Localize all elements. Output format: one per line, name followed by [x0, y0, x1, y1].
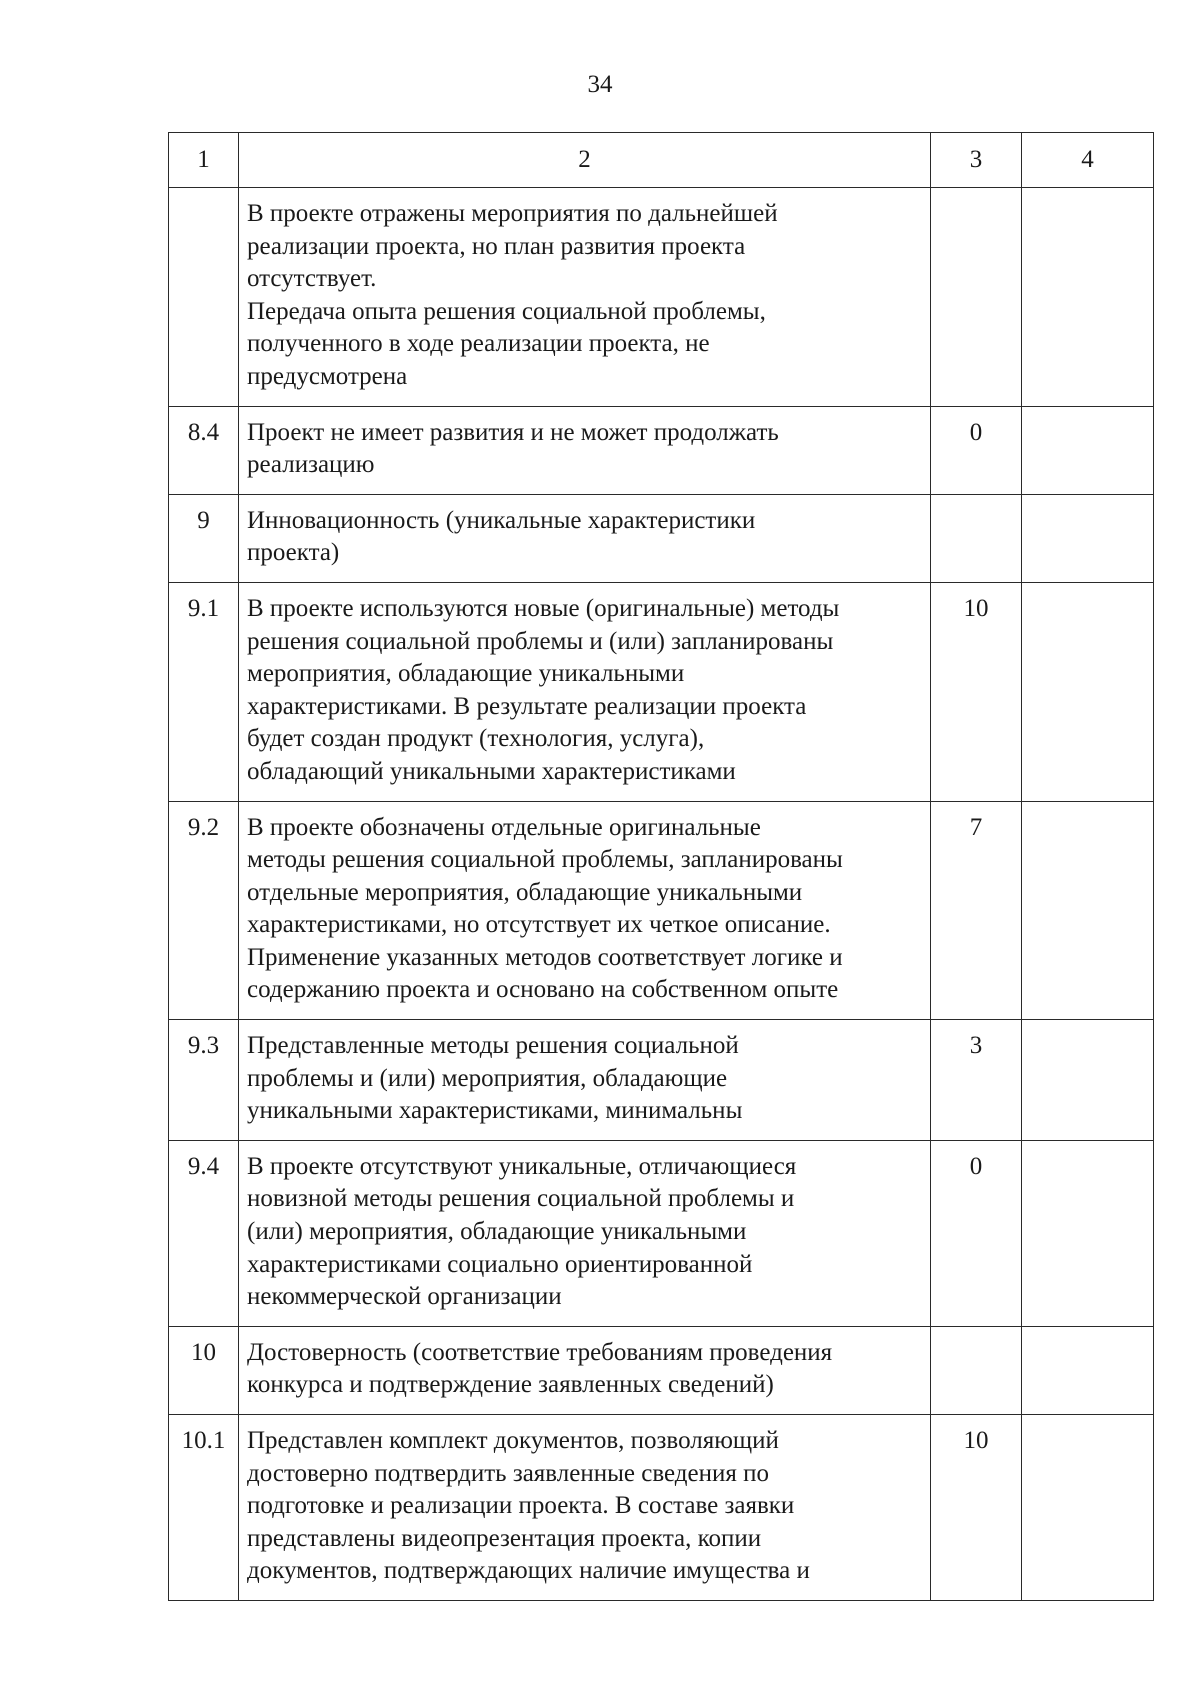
- table-row: [169, 494, 1154, 582]
- row-number: 9.2: [169, 801, 239, 1020]
- row-description: Проект не имеет развития и не может продолжать реализацию: [239, 406, 931, 494]
- header-col-2: 2: [239, 133, 931, 188]
- row-number: 10: [169, 1326, 239, 1414]
- row-description: Инновационность (уникальные характеристики проекта): [239, 494, 931, 582]
- row-score: [931, 494, 1022, 582]
- table-row: [169, 801, 1154, 1020]
- row-extra: [1022, 1020, 1154, 1141]
- table-row: [169, 1326, 1154, 1414]
- row-score: [931, 1326, 1022, 1414]
- row-extra: [1022, 1326, 1154, 1414]
- row-score: 0: [931, 406, 1022, 494]
- row-description: В проекте отражены мероприятия по дальнейшей реализации проекта, но план развития проекта отсутствует. Передача опыта решения социальной проблемы, полученного в ходе реализации проекта, не предусмотрена: [239, 188, 931, 407]
- row-description: В проекте отсутствуют уникальные, отличающиеся новизной методы решения социальной проблемы и (или) мероприятия, обладающие уникальными характеристиками социально ориентированной некоммерческой организации: [239, 1140, 931, 1326]
- row-number: 8.4: [169, 406, 239, 494]
- header-col-1: 1: [169, 133, 239, 188]
- row-description: Представлен комплект документов, позволяющий достоверно подтвердить заявленные сведения по подготовке и реализации проекта. В составе заявки представлены видеопрезентация проекта, копии документов, подтверждающих наличие имущества и: [239, 1415, 931, 1601]
- row-number: 9.1: [169, 582, 239, 801]
- row-number: 9.3: [169, 1020, 239, 1141]
- header-col-4: 4: [1022, 133, 1154, 188]
- row-extra: [1022, 1140, 1154, 1326]
- row-number: 9: [169, 494, 239, 582]
- table-row: [169, 582, 1154, 801]
- row-extra: [1022, 582, 1154, 801]
- row-extra: [1022, 801, 1154, 1020]
- row-extra: [1022, 1415, 1154, 1601]
- row-score: 7: [931, 801, 1022, 1020]
- row-extra: [1022, 188, 1154, 407]
- row-score: 10: [931, 1415, 1022, 1601]
- table-row: [169, 1140, 1154, 1326]
- table-row: [169, 1020, 1154, 1141]
- row-number: 9.4: [169, 1140, 239, 1326]
- criteria-table: [168, 132, 1154, 1601]
- header-col-3: 3: [931, 133, 1022, 188]
- row-extra: [1022, 406, 1154, 494]
- row-extra: [1022, 494, 1154, 582]
- row-description: Представленные методы решения социальной проблемы и (или) мероприятия, обладающие уникальными характеристиками, минимальны: [239, 1020, 931, 1141]
- row-score: [931, 188, 1022, 407]
- table-row: [169, 1415, 1154, 1601]
- row-score: 0: [931, 1140, 1022, 1326]
- row-description: В проекте используются новые (оригинальные) методы решения социальной проблемы и (или) запланированы мероприятия, обладающие уникальными характеристиками. В результате реализации проекта будет создан продукт (технология, услуга), обладающий уникальными характеристиками: [239, 582, 931, 801]
- row-description: Достоверность (соответствие требованиям проведения конкурса и подтверждение заявленных сведений): [239, 1326, 931, 1414]
- row-description: В проекте обозначены отдельные оригинальные методы решения социальной проблемы, запланированы отдельные мероприятия, обладающие уникальными характеристиками, но отсутствует их четкое описание. Применение указанных методов соответствует логике и содержанию проекта и основано на собственном опыте: [239, 801, 931, 1020]
- table-header-row: [169, 133, 1154, 188]
- row-number: [169, 188, 239, 407]
- row-score: 10: [931, 582, 1022, 801]
- page-number: 34: [587, 71, 613, 98]
- table-row: [169, 406, 1154, 494]
- table-row: [169, 188, 1154, 407]
- row-score: 3: [931, 1020, 1022, 1141]
- row-number: 10.1: [169, 1415, 239, 1601]
